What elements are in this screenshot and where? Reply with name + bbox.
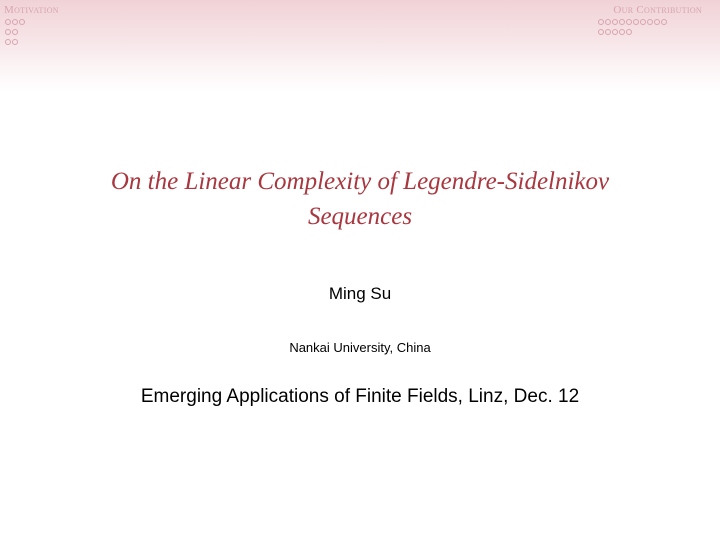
nav-dot[interactable] [661,19,667,25]
nav-section-our-contribution[interactable]: Our Contribution [613,4,702,16]
nav-section-motivation[interactable]: Motivation [4,4,59,16]
nav-dot[interactable] [633,19,639,25]
nav-dot[interactable] [5,39,11,45]
nav-dot[interactable] [12,39,18,45]
nav-dot[interactable] [598,29,604,35]
nav-dots-motivation-row-1 [5,19,25,25]
nav-dot[interactable] [619,29,625,35]
nav-dot[interactable] [5,29,11,35]
nav-dot[interactable] [640,19,646,25]
nav-dot[interactable] [598,19,604,25]
nav-dot[interactable] [619,19,625,25]
nav-dot[interactable] [605,19,611,25]
nav-dot[interactable] [612,19,618,25]
slide-title [40,164,680,234]
slide-title-line-2: Sequences [307,203,413,230]
nav-dots-contribution-row-2 [598,29,632,35]
nav-dot[interactable] [605,29,611,35]
nav-dots-motivation-row-2 [5,29,18,35]
nav-dot[interactable] [626,29,632,35]
institute-name: Nankai University, China [289,340,431,355]
slide-title-line-1: On the Linear Complexity of Legendre-Sidelnikov [110,168,610,195]
nav-dots-motivation-row-3 [5,39,18,45]
nav-dot[interactable] [12,29,18,35]
header-band [0,0,720,92]
nav-dot[interactable] [654,19,660,25]
nav-dot[interactable] [12,19,18,25]
nav-dot[interactable] [612,29,618,35]
nav-dot[interactable] [19,19,25,25]
event-name: Emerging Applications of Finite Fields, Linz, Dec. 12 [140,386,580,407]
nav-dot[interactable] [626,19,632,25]
nav-dots-contribution-row-1 [598,19,667,25]
nav-dot[interactable] [5,19,11,25]
author-name: Ming Su [328,284,392,303]
nav-dot[interactable] [647,19,653,25]
